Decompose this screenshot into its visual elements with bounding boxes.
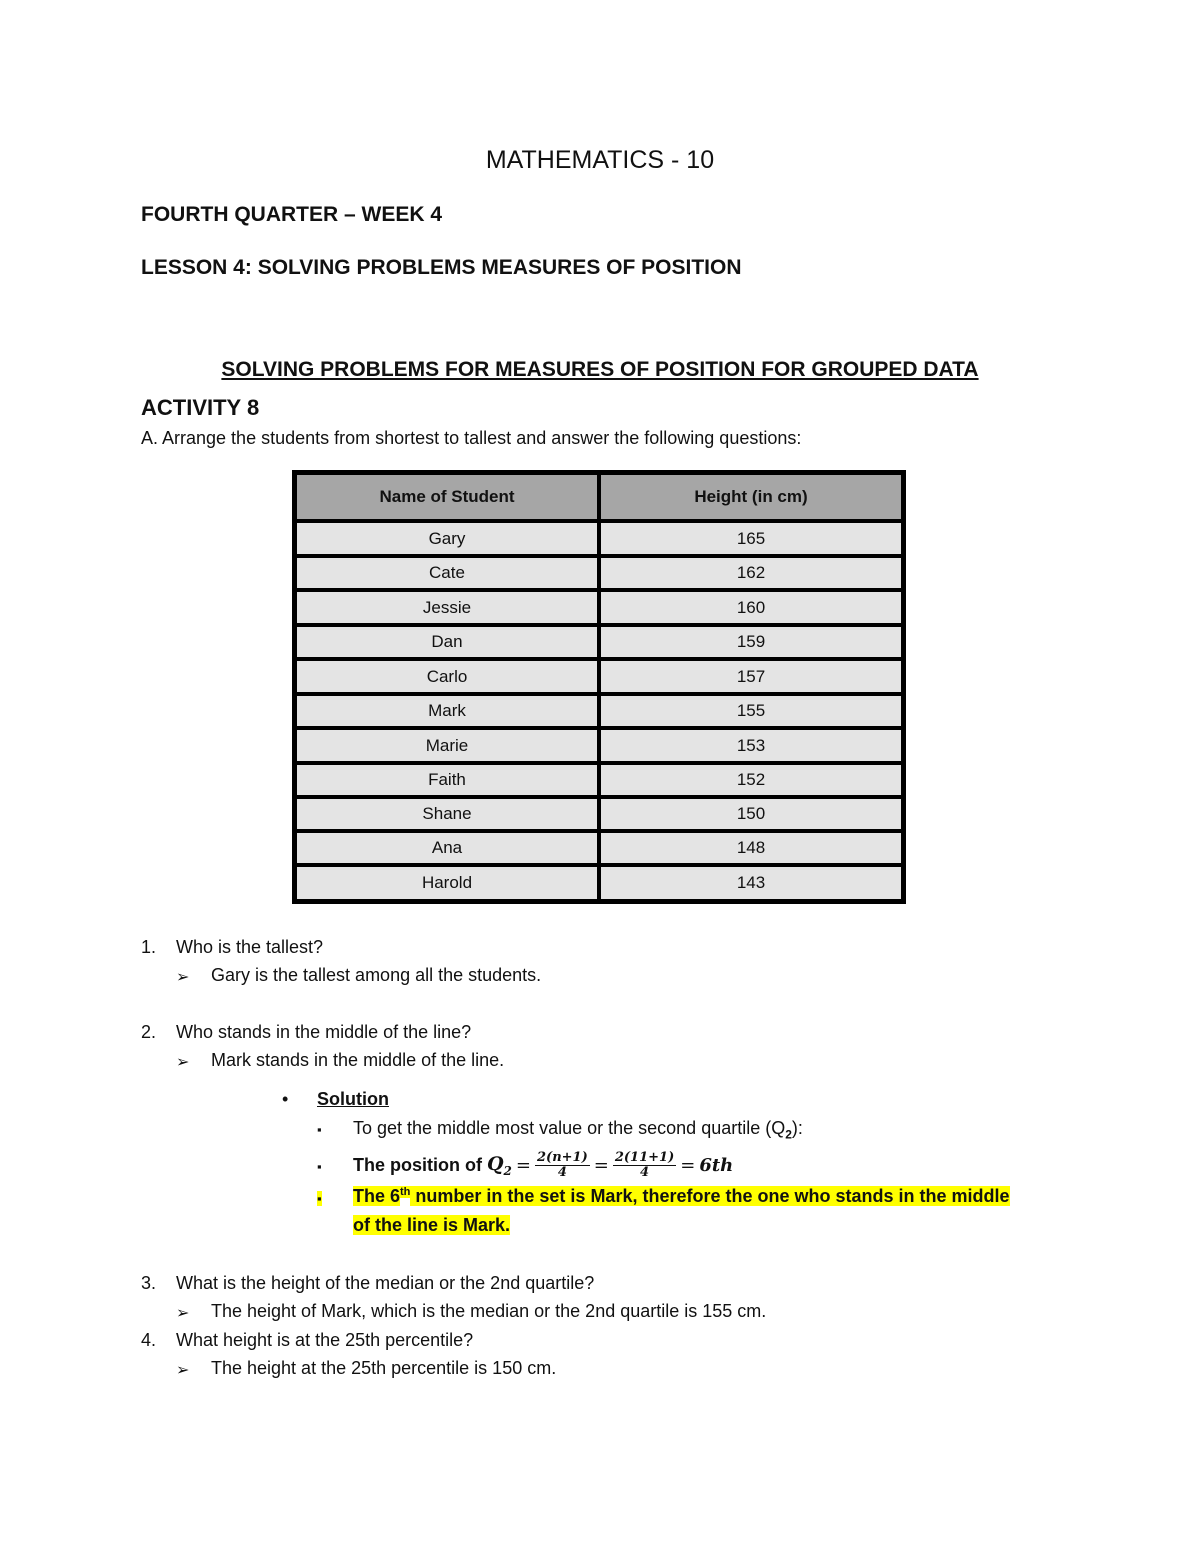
equals-sign: = [515, 1154, 531, 1176]
table-cell-height: 143 [601, 867, 901, 899]
step-1-subscript: 2 [785, 1127, 792, 1142]
fraction-formula [535, 1151, 590, 1180]
table-cell-height: 155 [601, 696, 901, 726]
table-cell-name: Ana [297, 833, 597, 863]
activity-heading: ACTIVITY 8 [141, 395, 260, 420]
step-3-superscript: th [400, 1186, 411, 1198]
table-cell-height: 165 [601, 523, 901, 554]
lesson-heading: LESSON 4: SOLVING PROBLEMS MEASURES OF POSITION [141, 256, 742, 279]
q-subscript: 2 [503, 1163, 512, 1178]
q2-symbol [487, 1153, 512, 1178]
fraction-denominator: 4 [557, 1164, 567, 1180]
table-cell-height: 162 [601, 558, 901, 588]
table-cell-name: Marie [297, 730, 597, 761]
answer-text: The height at the 25th percentile is 150 cm. [211, 1358, 557, 1378]
answer-text: Mark stands in the middle of the line. [211, 1050, 505, 1070]
solution-label: Solution [317, 1089, 389, 1109]
quarter-heading: FOURTH QUARTER – WEEK 4 [141, 203, 443, 226]
equals-sign: = [593, 1154, 609, 1176]
table-cell-name: Dan [297, 627, 597, 657]
step-3-text-b: number in the set is Mark, therefore the one who stands in the middle [410, 1186, 1010, 1206]
heights-table [292, 470, 906, 904]
question-number: 3. [141, 1273, 157, 1293]
instruction-text: A. Arrange the students from shortest to tallest and answer the following questions: [141, 428, 802, 448]
bullet-icon: • [282, 1089, 289, 1109]
table-cell-name: Jessie [297, 592, 597, 623]
question-text: Who is the tallest? [176, 937, 324, 957]
table-cell-height: 150 [601, 799, 901, 829]
question-text: Who stands in the middle of the line? [176, 1022, 472, 1042]
step-1-end: ): [791, 1118, 803, 1138]
table-cell-height: 153 [601, 730, 901, 761]
fraction-numerator: 2(n+1) [537, 1149, 588, 1165]
q-letter: Q [486, 1152, 504, 1175]
square-bullet-icon: ▪ [317, 1122, 322, 1137]
table-cell-height: 157 [601, 661, 901, 692]
solution-step-3-cont [353, 1215, 510, 1236]
position-result: 6th [699, 1154, 734, 1176]
table-cell-height: 159 [601, 627, 901, 657]
fraction-numerator: 2(11+1) [614, 1149, 675, 1165]
fraction-substituted [613, 1151, 676, 1180]
solution-step-2 [353, 1145, 733, 1185]
arrow-bullet-icon: ➢ [176, 1054, 190, 1071]
square-bullet-icon: ▪ [317, 1159, 322, 1174]
table-cell-name: Gary [297, 523, 597, 554]
table-cell-name: Carlo [297, 661, 597, 692]
page-title: MATHEMATICS - 10 [485, 146, 715, 174]
equals-sign: = [680, 1154, 696, 1176]
step-1-text: To get the middle most value or the second quartile (Q [353, 1118, 786, 1138]
table-cell-height: 152 [601, 765, 901, 795]
question-text: What is the height of the median or the 2nd quartile? [176, 1273, 595, 1293]
header-name: Name of Student [297, 475, 597, 519]
step-2-prefix: The position of [353, 1154, 487, 1175]
square-bullet-icon: ▪ [317, 1191, 322, 1206]
table-cell-height: 160 [601, 592, 901, 623]
table-cell-name: Mark [297, 696, 597, 726]
answer-text: The height of Mark, which is the median or the 2nd quartile is 155 cm. [211, 1301, 767, 1321]
table-cell-name: Cate [297, 558, 597, 588]
question-number: 1. [141, 937, 157, 957]
question-number: 4. [141, 1330, 157, 1350]
header-height: Height (in cm) [601, 475, 901, 519]
table-cell-name: Harold [297, 867, 597, 899]
fraction-denominator: 4 [640, 1164, 650, 1180]
table-cell-name: Faith [297, 765, 597, 795]
table-cell-height: 148 [601, 833, 901, 863]
question-text: What height is at the 25th percentile? [176, 1330, 474, 1350]
solution-step-3 [353, 1186, 1010, 1207]
arrow-bullet-icon: ➢ [176, 969, 190, 986]
solution-step-1 [353, 1118, 803, 1142]
table-cell-name: Shane [297, 799, 597, 829]
answer-text: Gary is the tallest among all the students. [211, 965, 542, 985]
arrow-bullet-icon: ➢ [176, 1305, 190, 1322]
question-number: 2. [141, 1022, 157, 1042]
section-title: SOLVING PROBLEMS FOR MEASURES OF POSITION FOR GROUPED DATA [221, 358, 979, 381]
arrow-bullet-icon: ➢ [176, 1362, 190, 1379]
step-3-text-c: of the line is Mark. [353, 1215, 511, 1235]
step-3-text-a: The 6 [353, 1186, 401, 1206]
